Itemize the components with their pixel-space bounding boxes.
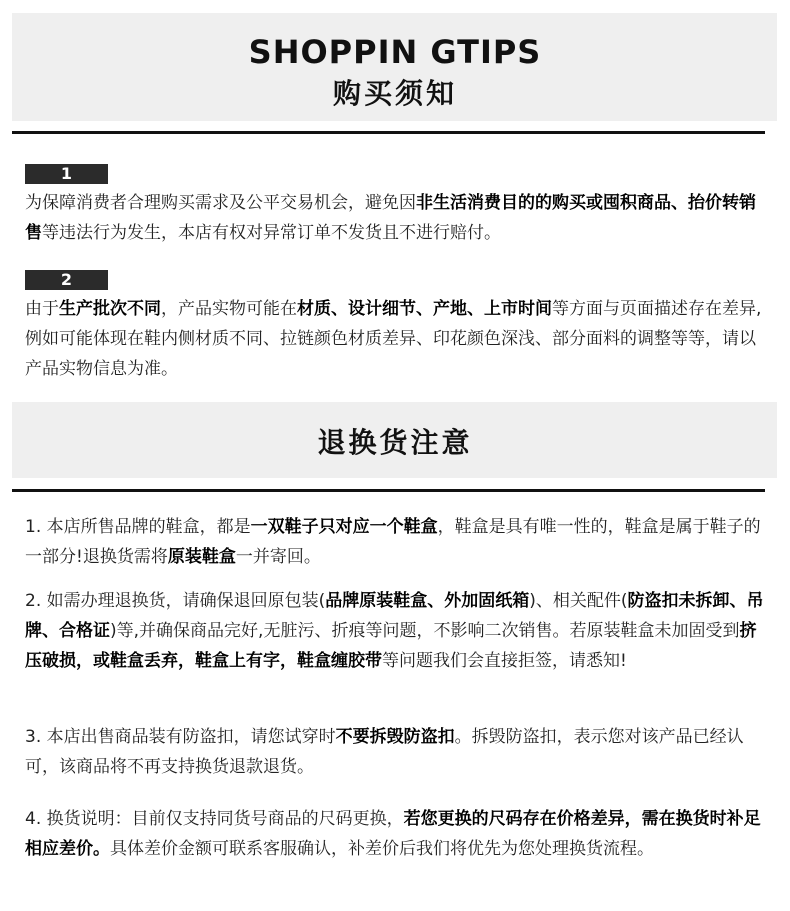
emphasis-text: 材质、设计细节、产地、上市时间 (297, 299, 552, 319)
body-text: )、相关配件( (529, 591, 628, 611)
body-text: )等,并确保商品完好,无脏污、折痕等问题，不影响二次销售。若原装鞋盒未加固受到 (110, 621, 740, 641)
body-text: 3. 本店出售商品装有防盗扣，请您试穿时 (25, 727, 336, 747)
notice-paragraph (25, 294, 765, 384)
notice-number-badge: 2 (25, 270, 108, 290)
body-text: ，产品实物可能在 (161, 299, 297, 319)
returns-item (25, 512, 765, 572)
emphasis-text: 非生活消费目的的购买或囤积商品、抬价转销售 (25, 193, 756, 243)
body-text: 一并寄回。 (235, 547, 321, 567)
header-divider (12, 131, 765, 134)
page-title-cn: 购买须知 (332, 77, 457, 110)
emphasis-text: 品牌原装鞋盒、外加固纸箱 (325, 591, 530, 611)
emphasis-text: 不要拆毁防盗扣 (335, 727, 455, 747)
emphasis-text: 一双鞋子只对应一个鞋盒 (250, 517, 438, 537)
page-title-en: SHOPPIN GTIPS (248, 33, 542, 71)
returns-divider (12, 489, 765, 492)
returns-item (25, 804, 765, 864)
body-text: 。拆毁防盗扣，表示您对该产品已经认可，该商品将不再支持换货退款退货。 (25, 727, 744, 777)
body-text: 由于 (25, 299, 59, 319)
body-text: 等违法行为发生，本店有权对异常订单不发货且不进行赔付。 (42, 223, 501, 243)
body-text: 2. 如需办理退换货，请确保退回原包装( (25, 591, 326, 611)
body-text: 1. 本店所售品牌的鞋盒，都是 (25, 517, 251, 537)
body-text: 等方面与页面描述存在差异,例如可能体现在鞋内侧材质不同、拉链颜色材质差异、印花颜色深浅、部分面料的调整等等，请以产品实物信息为准。 (25, 299, 762, 379)
emphasis-text: 若您更换的尺码存在价格差异，需在换货时补足相应差价。 (25, 809, 761, 859)
emphasis-text: 防盗扣未拆卸、吊牌、合格证 (25, 591, 764, 641)
returns-title: 退换货注意 (317, 426, 473, 459)
body-text: 4. 换货说明：目前仅支持同货号商品的尺码更换， (25, 809, 404, 829)
body-text: 具体差价金额可联系客服确认，补差价后我们将优先为您处理换货流程。 (110, 839, 654, 859)
emphasis-text: 原装鞋盒 (167, 547, 236, 567)
notice-number-badge: 1 (25, 164, 108, 184)
body-text: ，鞋盒是具有唯一性的，鞋盒是属于鞋子的一部分!退换货需将 (25, 517, 761, 567)
returns-item (25, 586, 765, 676)
returns-item (25, 722, 765, 782)
notice-paragraph (25, 188, 765, 248)
emphasis-text: 生产批次不同 (59, 299, 161, 319)
body-text: 等问题我们会直接拒签，请悉知! (382, 651, 627, 671)
body-text: 为保障消费者合理购买需求及公平交易机会，避免因 (25, 193, 416, 213)
emphasis-text: 挤压破损，或鞋盒丢弃，鞋盒上有字，鞋盒缠胶带 (25, 621, 757, 671)
